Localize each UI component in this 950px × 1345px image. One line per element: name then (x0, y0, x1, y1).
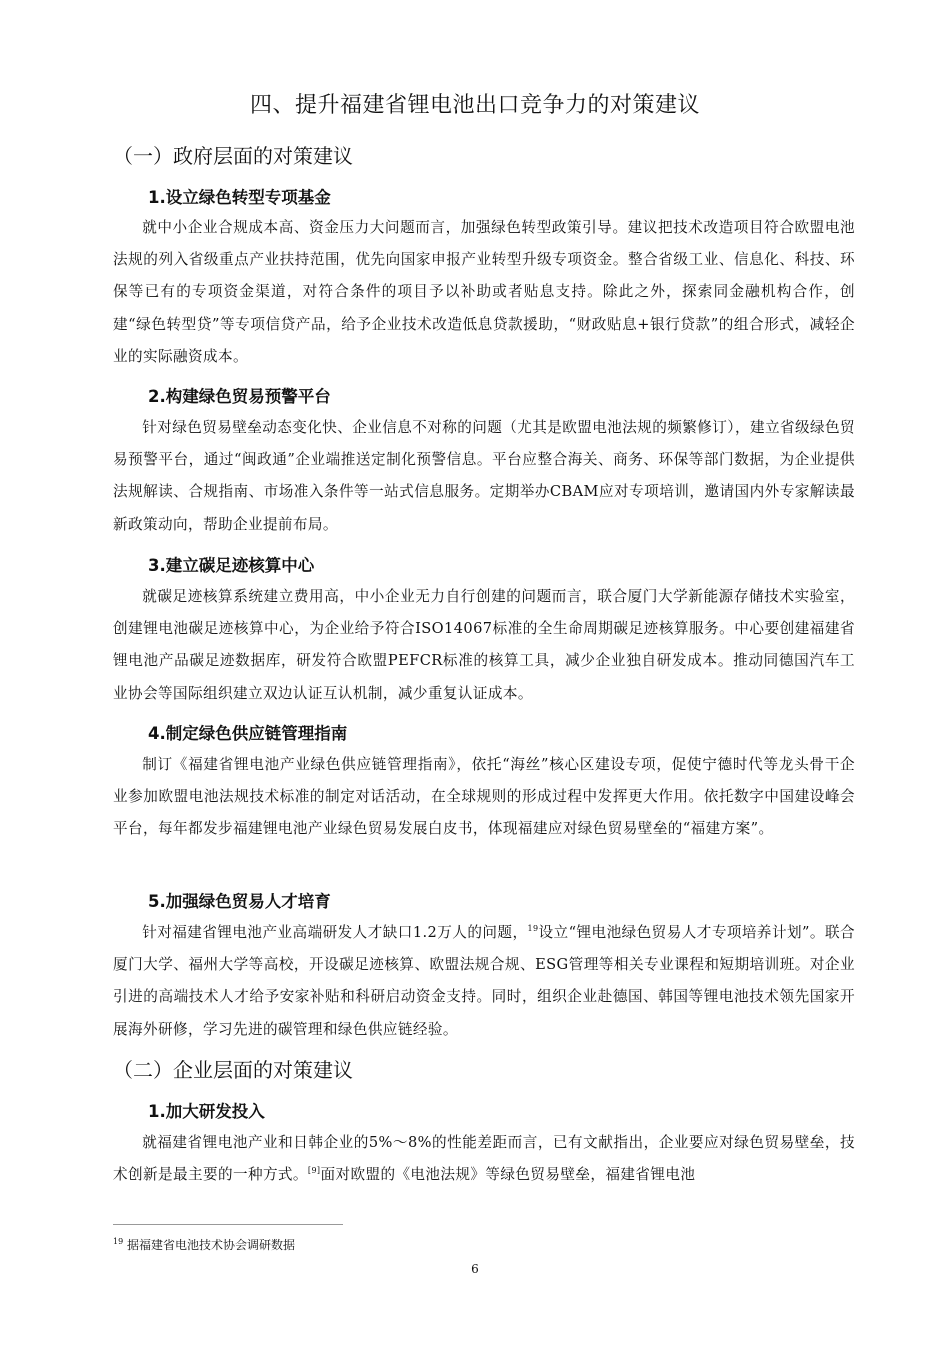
footnote-reference: 19 (527, 924, 539, 934)
section-heading-government: （一）政府层面的对策建议 (113, 144, 353, 168)
subsection-heading-carbon-footprint: 3.建立碳足迹核算中心 (148, 556, 315, 575)
paragraph-rd (113, 1127, 855, 1191)
subsection-heading-talent: 5.加强绿色贸易人才培育 (148, 892, 331, 911)
paragraph-text: 就福建省锂电池产业和日韩企业的5%～8%的性能差距而言，已有文献指出，企业要应对绿色贸易壁垒，技术创新是最主要的一种方式。 (113, 1134, 855, 1184)
page-title: 四、提升福建省锂电池出口竞争力的对策建议 (249, 93, 700, 118)
paragraph-text: 面对欧盟的《电池法规》等绿色贸易壁垒，福建省锂电池 (320, 1166, 696, 1184)
citation-reference: [9] (307, 1166, 321, 1176)
subsection-heading-warning-platform: 2.构建绿色贸易预警平台 (148, 387, 331, 406)
paragraph-text: 设立“锂电池绿色贸易人才专项培养计划”。联合厦门大学、福州大学等高校，开设碳足迹核算、欧盟法规合规、ESG管理等相关专业课程和短期培训班。对企业引进的高端技术人才给予安家补贴和科研启动资金支持。同时，组织企业赴德国、韩国等锂电池技术领先国家开展海外研修，学习先进的碳管理和绿色供应链经验。 (113, 924, 855, 1038)
footnote-mark: 19 (113, 1237, 124, 1246)
subsection-heading-rd: 1.加大研发投入 (148, 1102, 265, 1121)
footnote-divider (113, 1224, 343, 1225)
paragraph-talent (113, 917, 855, 1046)
subsection-heading-supply-chain: 4.制定绿色供应链管理指南 (148, 724, 348, 743)
paragraph-supply-chain: 制订《福建省锂电池产业绿色供应链管理指南》，依托“海丝”核心区建设专项，促使宁德时代等龙头骨干企业参加欧盟电池法规技术标准的制定对话活动，在全球规则的形成过程中发挥更大作用。依托数字中国建设峰会平台，每年都发步福建锂电池产业绿色贸易发展白皮书，体现福建应对绿色贸易壁垒的“福建方案”。 (113, 756, 855, 838)
paragraph-carbon-footprint: 就碳足迹核算系统建立费用高，中小企业无力自行创建的问题而言，联合厦门大学新能源存储技术实验室，创建锂电池碳足迹核算中心，为企业给予符合ISO14067标准的全生命周期碳足迹核算服务。中心要创建福建省锂电池产品碳足迹数据库，研发符合欧盟PEFCR标准的核算工具，减少企业独自研发成本。推动同德国汽车工业协会等国际组织建立双边认证互认机制，减少重复认证成本。 (113, 588, 855, 702)
paragraph-green-fund: 就中小企业合规成本高、资金压力大问题而言，加强绿色转型政策引导。建议把技术改造项目符合欧盟电池法规的列入省级重点产业扶持范围，优先向国家申报产业转型升级专项资金。整合省级工业、信息化、科技、环保等已有的专项资金渠道，对符合条件的项目予以补助或者贴息支持。除此之外，探索同金融机构合作，创建“绿色转型贷”等专项信贷产品，给予企业技术改造低息贷款援助，“财政贴息+银行贷款”的组合形式，减轻企业的实际融资成本。 (113, 219, 855, 365)
section-heading-enterprise: （二）企业层面的对策建议 (113, 1058, 353, 1082)
footnote (113, 1236, 295, 1253)
paragraph-text: 针对福建省锂电池产业高端研发人才缺口1.2万人的问题， (142, 924, 528, 941)
paragraph-warning-platform: 针对绿色贸易壁垒动态变化快、企业信息不对称的问题（尤其是欧盟电池法规的频繁修订），建立省级绿色贸易预警平台，通过“闽政通”企业端推送定制化预警信息。平台应整合海关、商务、环保等部门数据，为企业提供法规解读、合规指南、市场准入条件等一站式信息服务。定期举办CBAM应对专项培训，邀请国内外专家解读最新政策动向，帮助企业提前布局。 (113, 419, 855, 533)
page-number: 6 (471, 1262, 479, 1276)
footnote-text: 据福建省电池技术协会调研数据 (127, 1238, 296, 1252)
subsection-heading-green-fund: 1.设立绿色转型专项基金 (148, 188, 331, 207)
